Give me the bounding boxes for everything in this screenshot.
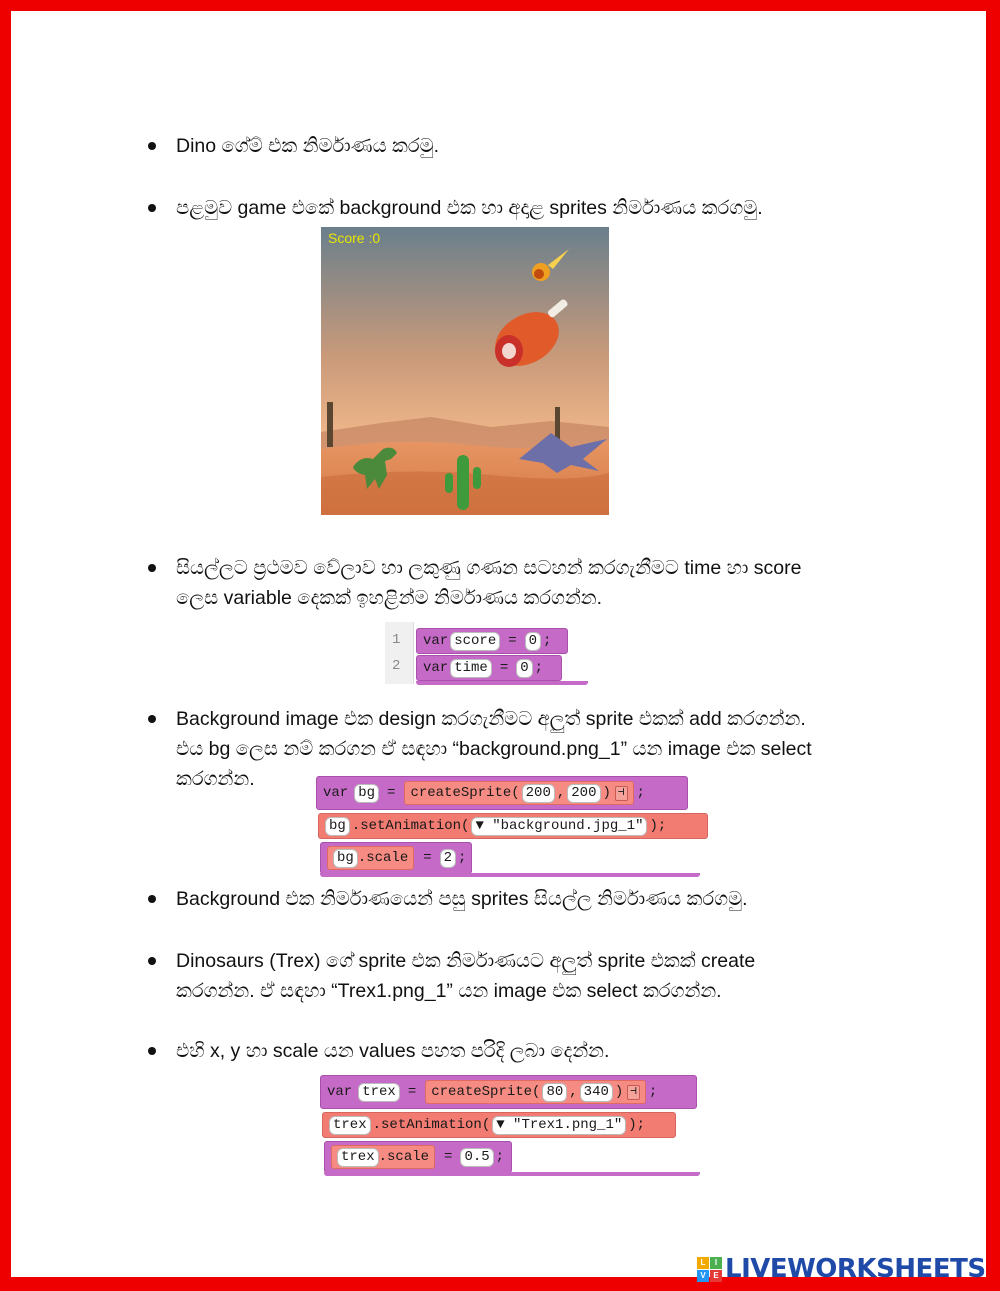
function-name: createSprite( xyxy=(431,1084,541,1100)
bullet-dot xyxy=(148,564,156,572)
bullet-dot xyxy=(148,957,156,965)
liveworksheets-logo xyxy=(697,1254,986,1284)
bullet-text: Dino ගේම් එක නිර්මාණය කරමු. xyxy=(176,135,440,157)
method-name: .setAnimation( xyxy=(372,1117,491,1133)
bullet-text: කරගන්න. xyxy=(176,768,255,790)
close-paren: ) xyxy=(614,1084,624,1100)
animation-value: "background.jpg_1" xyxy=(492,817,644,834)
operator: = xyxy=(499,660,509,676)
keyword: var xyxy=(323,785,349,801)
bullet-dot xyxy=(148,142,156,150)
variable-name[interactable]: trex xyxy=(329,1116,371,1135)
block-tail xyxy=(416,681,588,685)
variable-name[interactable]: trex xyxy=(358,1083,400,1102)
dropdown-arrow-icon: ▼ xyxy=(496,1116,505,1133)
variable-name[interactable]: bg xyxy=(333,849,358,868)
logo-box: I xyxy=(710,1257,722,1269)
keyword: var xyxy=(327,1084,353,1100)
bullet-text: සියල්ලට ප්‍රථමව වේලාව හා ලකුණු ගණන සටහන් කරගැනීමට time හා score xyxy=(176,557,802,579)
bullet-text: කරගන්න. ඒ සඳහා “Trex1.png_1” යන image එක select කරගන්න. xyxy=(176,980,722,1002)
var-trex-block[interactable] xyxy=(320,1075,697,1109)
logo-text: LIVEWORKSHEETS xyxy=(725,1254,986,1284)
variable-name[interactable]: time xyxy=(450,659,492,678)
y-field[interactable]: 340 xyxy=(580,1083,613,1102)
create-sprite-block[interactable] xyxy=(425,1080,646,1104)
line-number: 1 xyxy=(392,632,401,648)
function-name: createSprite( xyxy=(410,785,520,801)
property-name: .scale xyxy=(378,1149,430,1165)
keyword: var xyxy=(423,633,449,649)
value-field[interactable]: 2 xyxy=(440,849,456,868)
variable-name[interactable]: trex xyxy=(337,1148,379,1167)
bullet-text: පළමුව game එකේ background එක හා අදාළ sprites නිර්මාණය කරගමු. xyxy=(176,197,763,219)
value-field[interactable]: 0.5 xyxy=(460,1148,493,1167)
semicolon: ; xyxy=(636,785,645,801)
block-tail xyxy=(320,873,700,877)
game-screenshot xyxy=(321,227,609,515)
x-field[interactable]: 200 xyxy=(522,784,555,803)
collapse-arrow-icon[interactable]: ⊣ xyxy=(615,786,628,801)
bullet-text: Background image එක design කරගැනීමට අලුත් sprite එකක් add කරගන්න. xyxy=(176,708,806,730)
var-score-block[interactable] xyxy=(416,628,568,654)
logo-mark xyxy=(697,1257,722,1282)
scale-property-block[interactable] xyxy=(327,846,414,870)
bullet-text: Background එක නිර්මාණයෙන් පසු sprites සියල්ල නිර්මාණය කරගමු. xyxy=(176,888,748,910)
logo-box: E xyxy=(710,1270,722,1282)
dropdown-arrow-icon: ▼ xyxy=(475,817,484,834)
operator: = xyxy=(508,633,517,649)
bullet-text: ලෙස variable දෙකක් ඉහළින්ම නිර්මාණය කරගන්න. xyxy=(176,587,603,609)
bullet-text: එය bg ලෙස නම් කරගන ඒ සඳහා “background.png_1” යන image එක select xyxy=(176,738,812,760)
operator: = xyxy=(407,1084,417,1100)
bullet-text: එහි x, y හා scale යන values පහත පරිදි ලබා දෙන්න. xyxy=(176,1040,610,1062)
create-sprite-block[interactable] xyxy=(404,781,633,805)
variable-name[interactable]: bg xyxy=(354,784,379,803)
variable-name[interactable]: score xyxy=(450,632,500,651)
semicolon: ; xyxy=(534,660,544,676)
y-field[interactable]: 200 xyxy=(567,784,600,803)
property-name: .scale xyxy=(357,850,409,866)
comma: , xyxy=(569,1084,578,1100)
trex-set-animation-block[interactable] xyxy=(322,1112,676,1138)
bullet-dot xyxy=(148,1047,156,1055)
x-field[interactable]: 80 xyxy=(542,1083,567,1102)
block-tail xyxy=(324,1172,700,1176)
operator: = xyxy=(444,1149,453,1165)
bg-set-animation-block[interactable] xyxy=(318,813,708,839)
close-paren: ); xyxy=(628,1117,646,1133)
animation-dropdown[interactable] xyxy=(471,817,647,836)
bullet-dot xyxy=(148,204,156,212)
var-time-block[interactable] xyxy=(416,655,562,681)
animation-dropdown[interactable] xyxy=(492,1116,626,1135)
value-field[interactable]: 0 xyxy=(516,659,532,678)
comma: , xyxy=(556,785,566,801)
bullet-dot xyxy=(148,895,156,903)
collapse-arrow-icon[interactable]: ⊣ xyxy=(627,1085,640,1100)
trex-scale-block[interactable] xyxy=(324,1141,512,1173)
bg-scale-block[interactable] xyxy=(320,842,472,874)
keyword: var xyxy=(423,660,449,676)
semicolon: ; xyxy=(458,850,467,866)
scale-property-block[interactable] xyxy=(331,1145,435,1169)
method-name: .setAnimation( xyxy=(351,818,470,834)
value-field[interactable]: 0 xyxy=(525,632,541,651)
semicolon: ; xyxy=(495,1149,505,1165)
variable-name[interactable]: bg xyxy=(325,817,350,836)
game-score-label: Score :0 xyxy=(328,230,381,246)
var-bg-block[interactable] xyxy=(316,776,688,810)
operator: = xyxy=(423,850,432,866)
animation-value: "Trex1.png_1" xyxy=(513,1116,623,1133)
bullet-dot xyxy=(148,715,156,723)
semicolon: ; xyxy=(648,1084,658,1100)
close-paren: ); xyxy=(649,818,667,834)
close-paren: ) xyxy=(602,785,611,801)
line-number: 2 xyxy=(392,658,401,674)
operator: = xyxy=(387,785,396,801)
semicolon: ; xyxy=(543,633,552,649)
logo-box: V xyxy=(697,1270,709,1282)
logo-box: L xyxy=(697,1257,709,1269)
bullet-text: Dinosaurs (Trex) ගේ sprite එක නිර්මාණයට අලුත් sprite එකක් create xyxy=(176,950,756,972)
